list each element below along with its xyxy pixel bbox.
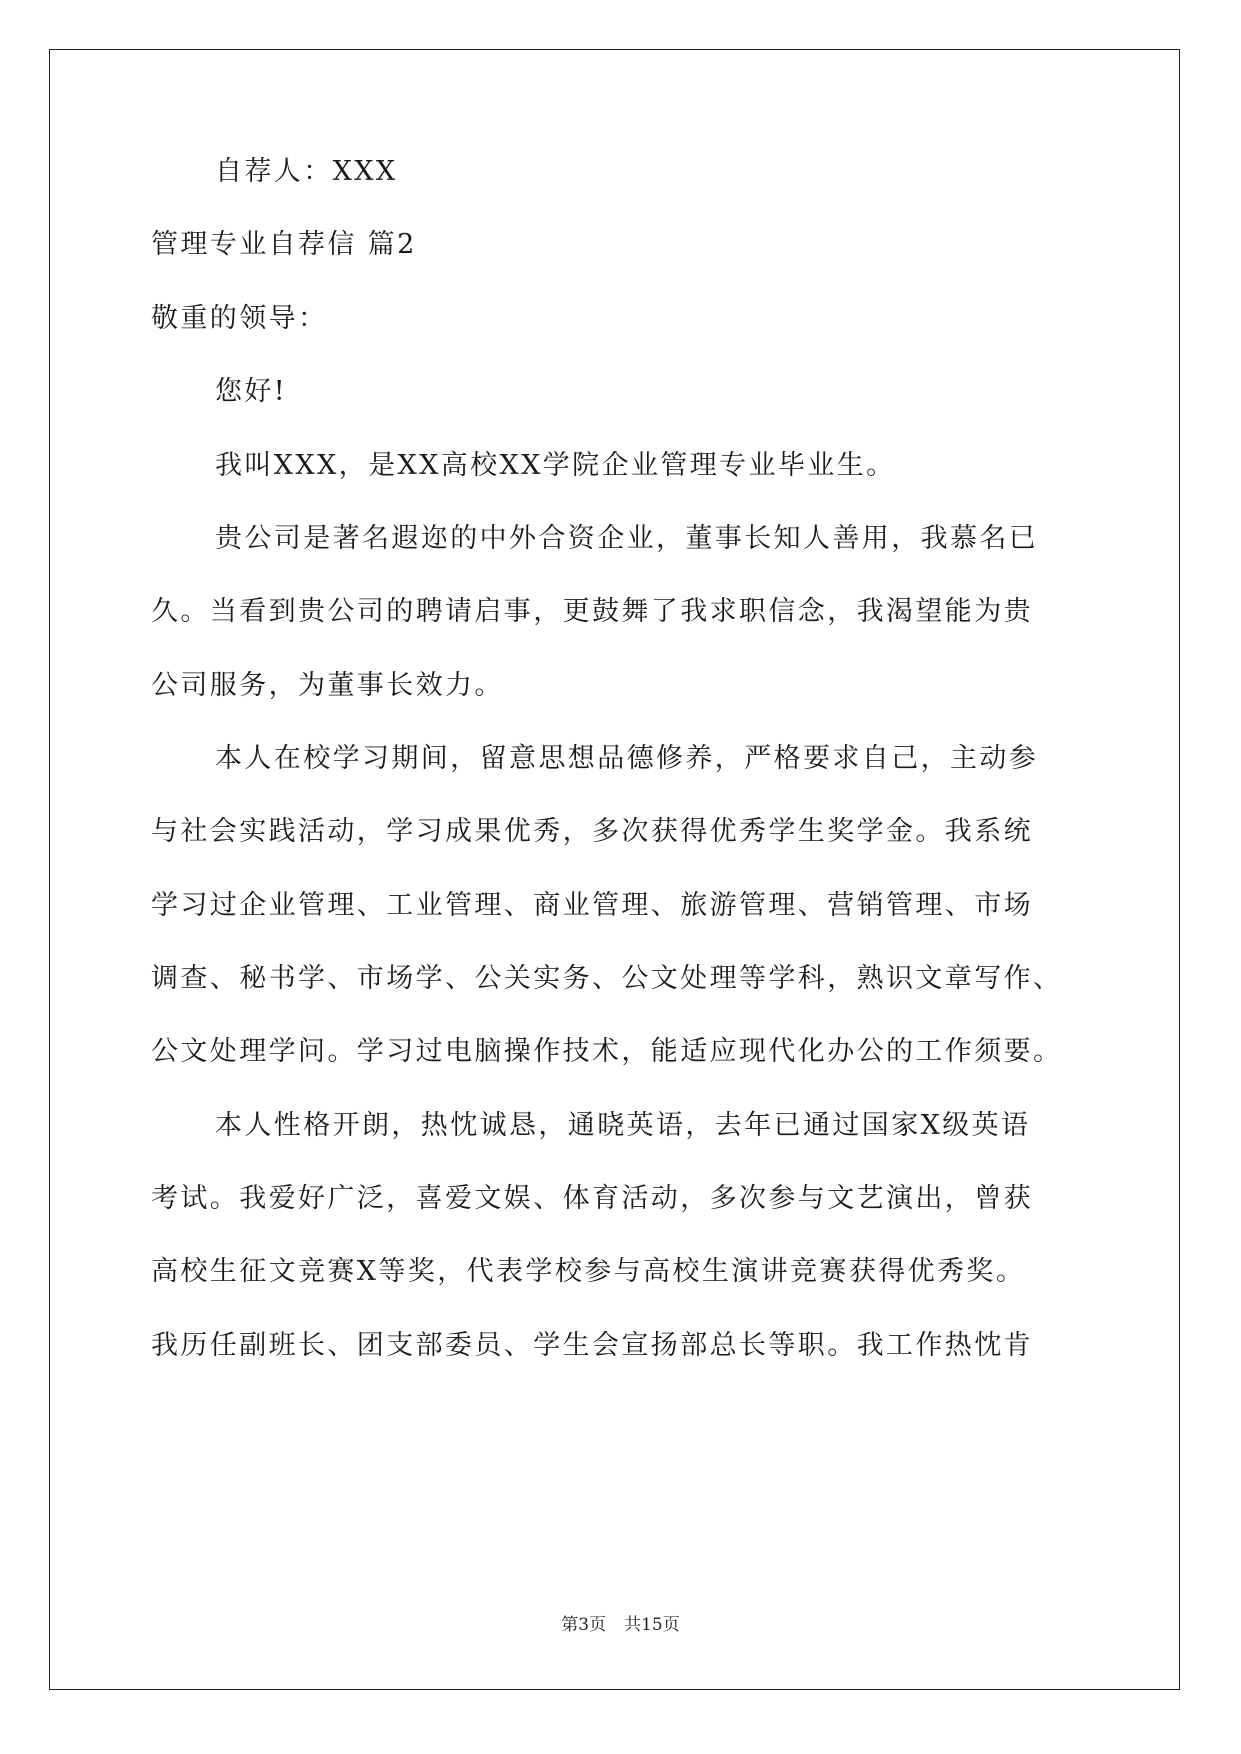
body-line: 本人在校学习期间，留意思想品德修养，严格要求自己，主动参 [215,743,1039,774]
body-line: 高校生征文竞赛X等奖，代表学校参与高校生演讲竞赛获得优秀奖。 [151,1256,1026,1287]
body-line: 久。当看到贵公司的聘请启事，更鼓舞了我求职信念，我渴望能为贵 [151,596,1033,627]
body-line: 本人性格开朗，热忱诚恳，通晓英语，去年已通过国家X级英语 [215,1110,1031,1141]
body-line: 与社会实践活动，学习成果优秀，多次获得优秀学生奖学金。我系统 [151,816,1033,847]
body-line: 学习过企业管理、工业管理、商业管理、旅游管理、营销管理、市场 [151,890,1033,921]
body-line: 调查、秘书学、市场学、公关实务、公文处理等学科，熟识文章写作、 [151,963,1063,994]
body-line: 我叫XXX，是XX高校XX学院企业管理专业毕业生。 [215,450,896,481]
page-total: 共15页 [624,1615,680,1635]
page-footer [0,1613,1241,1637]
section-title: 管理专业自荐信 篇2 [151,229,417,260]
body-line: 公司服务，为董事长效力。 [151,670,504,701]
body-line: 贵公司是著名遐迩的中外合资企业，董事长知人善用，我慕名已 [215,523,1039,554]
page-border [49,49,1180,1690]
greeting: 您好! [215,376,288,407]
body-line: 我历任副班长、团支部委员、学生会宣扬部总长等职。我工作热忱肯 [151,1330,1033,1361]
body-line: 考试。我爱好广泛，喜爱文娱、体育活动，多次参与文艺演出，曾获 [151,1183,1033,1214]
page-number: 第3页 [561,1615,607,1635]
salutation: 敬重的领导： [151,303,328,334]
body-line: 公文处理学问。学习过电脑操作技术，能适应现代化办公的工作须要。 [151,1036,1063,1067]
signature: 自荐人：XXX [215,156,398,187]
